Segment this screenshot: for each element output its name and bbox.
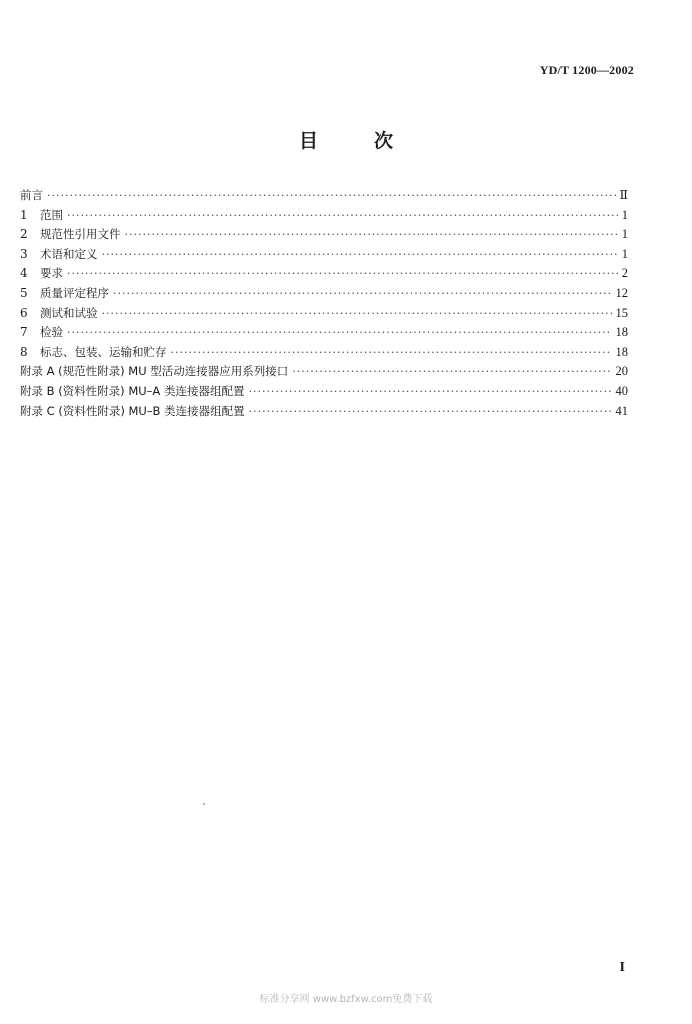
toc-leader-dots bbox=[102, 304, 612, 324]
toc-leader-dots bbox=[113, 284, 612, 304]
toc-entry-appendix-b[interactable] bbox=[20, 382, 628, 402]
toc-entry-number: 3 bbox=[20, 246, 28, 261]
toc-entry-appendix-a[interactable] bbox=[20, 362, 628, 382]
toc-leader-dots bbox=[292, 362, 611, 382]
toc-entry-label: 测试和试验 bbox=[40, 305, 98, 320]
toc-entry-page: 2 bbox=[621, 266, 628, 281]
toc-entry-number: 2 bbox=[20, 227, 28, 242]
toc-leader-dots bbox=[171, 343, 612, 363]
toc-heading-char-2: 次 bbox=[374, 130, 394, 152]
toc-entry-appendix-c[interactable] bbox=[20, 402, 628, 422]
toc-entry-label: 标志、包装、运输和贮存 bbox=[40, 344, 167, 359]
toc-heading-char-1: 目 bbox=[298, 130, 318, 152]
toc-entry-label: 附录 B (资料性附录) MU–A 类连接器组配置 bbox=[20, 383, 245, 398]
toc-leader-dots bbox=[249, 402, 612, 422]
toc-entry-number: 7 bbox=[20, 325, 28, 340]
toc-leader-dots bbox=[248, 382, 611, 402]
toc-leader-dots bbox=[47, 186, 616, 206]
toc-entry-number: 1 bbox=[20, 207, 28, 222]
toc-leader-dots bbox=[102, 245, 618, 265]
toc-entry-page: 18 bbox=[615, 325, 628, 340]
toc-entry-2[interactable] bbox=[20, 225, 628, 245]
toc-entry-page: 1 bbox=[621, 227, 628, 242]
document-code: YD/T 1200—2002 bbox=[539, 63, 634, 77]
toc-entry-page: 15 bbox=[615, 305, 628, 320]
toc-entry-7[interactable] bbox=[20, 323, 628, 343]
watermark-text: 标准分享网 www.bzfxw.com免费下载 bbox=[259, 994, 433, 1005]
toc-entry-5[interactable] bbox=[20, 284, 628, 304]
toc-entry-label: 要求 bbox=[40, 266, 63, 281]
toc-entry-page: 1 bbox=[621, 246, 628, 261]
toc-entry-number: 6 bbox=[20, 305, 28, 320]
page-number: I bbox=[619, 960, 625, 975]
toc-entry-page: 41 bbox=[615, 403, 628, 418]
toc-entry-page: Ⅱ bbox=[619, 188, 628, 202]
toc-entry-8[interactable] bbox=[20, 343, 628, 363]
toc-entry-6[interactable] bbox=[20, 304, 628, 324]
toc-entry-label: 附录 A (规范性附录) MU 型活动连接器应用系列接口 bbox=[20, 364, 289, 379]
toc-leader-dots bbox=[67, 264, 618, 284]
toc-heading bbox=[0, 126, 692, 153]
toc-entry-label: 前言 bbox=[20, 188, 43, 202]
toc-leader-dots bbox=[67, 206, 618, 226]
toc-entry-1[interactable] bbox=[20, 206, 628, 226]
toc-leader-dots bbox=[125, 225, 618, 245]
toc-entry-label: 质量评定程序 bbox=[40, 285, 109, 300]
toc-entry-number: 8 bbox=[20, 344, 28, 359]
toc-entry-page: 18 bbox=[615, 344, 628, 359]
toc-entry-page: 20 bbox=[615, 364, 628, 379]
toc-entry-label: 规范性引用文件 bbox=[40, 227, 121, 242]
toc-entry-3[interactable] bbox=[20, 245, 628, 265]
toc-entry-number: 5 bbox=[20, 285, 28, 300]
toc-entry-label: 附录 C (资料性附录) MU–B 类连接器组配置 bbox=[20, 403, 245, 418]
toc-entry-label: 术语和定义 bbox=[40, 246, 98, 261]
scan-speck bbox=[203, 803, 205, 805]
table-of-contents bbox=[20, 186, 628, 421]
toc-entry-label: 范围 bbox=[40, 207, 63, 222]
toc-entry-page: 1 bbox=[621, 207, 628, 222]
toc-entry-page: 12 bbox=[615, 285, 628, 300]
toc-entry-4[interactable] bbox=[20, 264, 628, 284]
toc-entry-page: 40 bbox=[615, 383, 628, 398]
toc-entry-label: 检验 bbox=[40, 325, 63, 340]
toc-entry-foreword[interactable] bbox=[20, 186, 628, 206]
toc-leader-dots bbox=[67, 323, 612, 343]
toc-entry-number: 4 bbox=[20, 266, 28, 281]
